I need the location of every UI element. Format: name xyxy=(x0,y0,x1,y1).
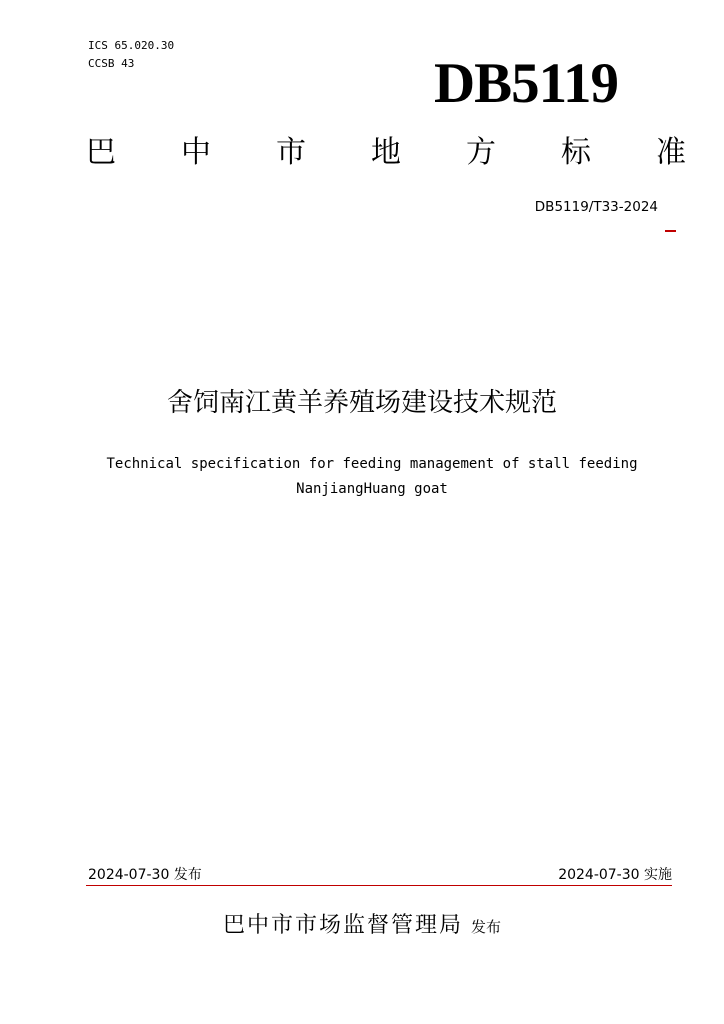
standard-type-char: 准 xyxy=(656,135,686,170)
implement-date: 2024-07-30 实施 xyxy=(558,867,672,883)
title-en-line-2: NanjiangHuang goat xyxy=(296,481,448,497)
standard-type-char: 方 xyxy=(466,135,496,170)
divider-line xyxy=(86,885,672,886)
standard-type xyxy=(86,134,686,172)
standard-type-char: 中 xyxy=(181,135,211,170)
standard-type-char: 地 xyxy=(371,135,401,170)
document-title-cn: 舍饲南江黄羊养殖场建设技术规范 xyxy=(166,388,557,418)
issuer xyxy=(0,910,724,943)
title-en-line-1: Technical specification for feeding management of stall feeding xyxy=(106,456,638,472)
ccs-code: CCSB 43 xyxy=(88,57,135,70)
db-logo: DB5119 xyxy=(434,52,619,115)
standard-type-char: 市 xyxy=(276,135,306,170)
standard-type-char: 标 xyxy=(561,135,591,170)
document-title-en xyxy=(60,452,684,502)
ics-code: ICS 65.020.30 xyxy=(88,39,175,52)
standard-type-char: 巴 xyxy=(86,135,116,170)
replace-mark xyxy=(665,230,676,232)
classification-codes xyxy=(88,37,174,73)
standard-number: DB5119/T33-2024 xyxy=(534,199,658,215)
issuer-suffix: 发布 xyxy=(471,918,502,936)
publish-date: 2024-07-30 发布 xyxy=(88,867,202,883)
issuer-name: 巴中市市场监督管理局 xyxy=(222,913,463,938)
